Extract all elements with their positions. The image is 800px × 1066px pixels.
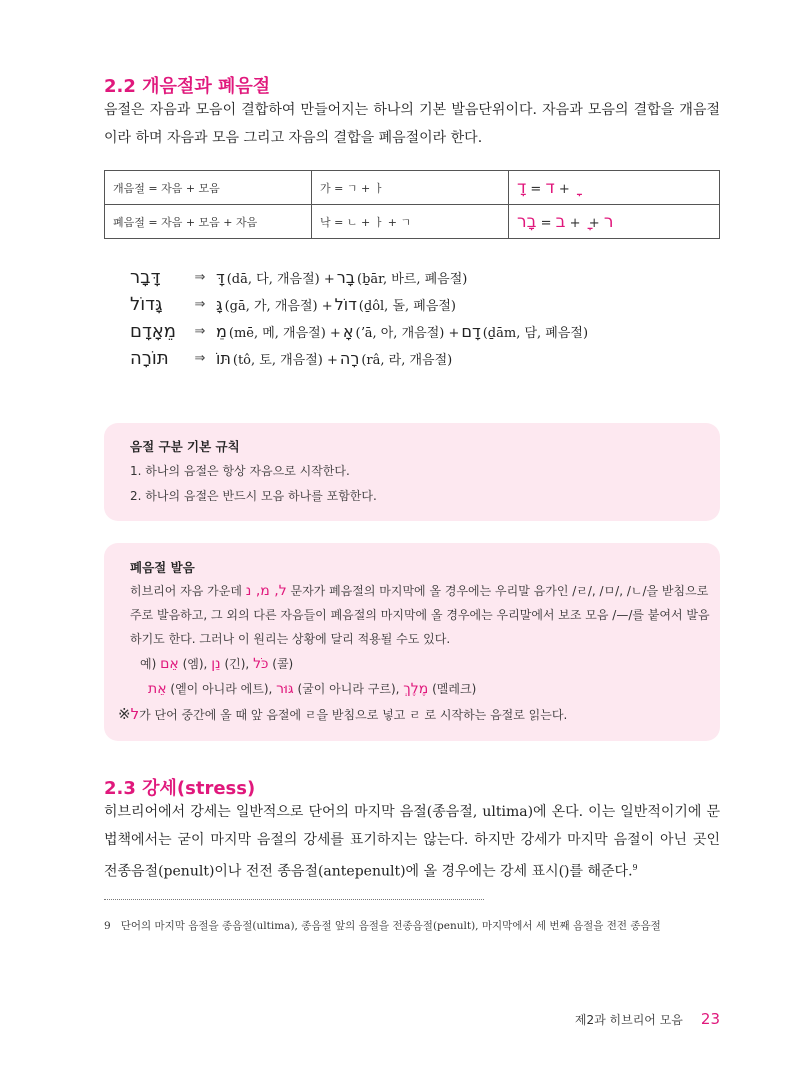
hebrew-example: כֹּל (253, 656, 269, 672)
closed-syllable-korean: 낙 = ㄴ + ㅏ + ㄱ (312, 205, 509, 239)
hebrew-result: דָ (517, 177, 527, 198)
transliteration: (dā, 다, 개음절) + (226, 272, 335, 287)
example-reading: (굴이 아니라 구르), (297, 682, 400, 696)
transliteration: (ḇār, 바르, 폐음절) (357, 272, 468, 287)
note-line (118, 705, 567, 723)
hebrew-syllable: תּוֹ (216, 349, 231, 368)
example-line-2 (148, 680, 476, 697)
table-row-open-syllable (105, 171, 720, 205)
hebrew-result: בָר (517, 211, 537, 232)
syllable-table (104, 170, 720, 239)
rule-item: 2. 하나의 음절은 반드시 모음 하나를 포함한다. (130, 489, 377, 503)
footnote-divider (104, 899, 484, 900)
basic-rules-title: 음절 구분 기본 규칙 (130, 439, 240, 454)
footnote-text: 단어의 마지막 음절을 종음절(ultima), 종음절 앞의 음절을 전종음절(penult), 마지막에서 세 번째 음절을 전전 종음절 (120, 920, 661, 932)
footnote-number: 9 (104, 920, 111, 932)
example-row (130, 291, 730, 318)
hebrew-letters: ל, מ, נ (245, 583, 287, 599)
hebrew-example: אֵם (160, 656, 179, 672)
closed-syllable-hebrew (509, 205, 720, 239)
hebrew-word: תּוֹרָה (130, 348, 169, 369)
footnote (104, 918, 720, 933)
rule-item: 1. 하나의 음절은 항상 자음으로 시작한다. (130, 464, 350, 478)
example-row (130, 345, 730, 372)
transliteration: (ḏôl, 돌, 폐음절) (358, 299, 457, 314)
hebrew-example: גּוּר (276, 681, 294, 697)
open-syllable-hebrew (509, 171, 720, 205)
hebrew-example: מֶלֶךְ (403, 681, 429, 697)
example-row (130, 318, 730, 345)
closed-syllable-label: 폐음절 = 자음 + 모음 + 자음 (105, 205, 312, 239)
table-row-closed-syllable (105, 205, 720, 239)
example-row (130, 264, 730, 291)
example-reading: (멜레크) (432, 682, 477, 696)
hebrew-syllable: גָּ (216, 295, 223, 314)
open-syllable-label: 개음절 = 자음 + 모음 (105, 171, 312, 205)
transliteration: (ḏām, 담, 폐음절) (482, 326, 589, 341)
transliteration: (mē, 메, 개음절) + (228, 326, 341, 341)
hebrew-syllable: אָ (342, 322, 354, 341)
arrow-icon: ⇒ (194, 324, 206, 339)
section-2-2-paragraph: 음절은 자음과 모음이 결합하여 만들어지는 하나의 기본 발음단위이다. 자음과 모음의 결합을 개음절이라 하며 자음과 모음 그리고 자음의 결합을 폐음절이라 한다. (104, 102, 720, 146)
basic-rules-box (104, 423, 720, 521)
hebrew-syllable: דָם (461, 322, 481, 341)
example-reading: (긴), (224, 657, 250, 671)
plus-sign: + (588, 215, 600, 231)
example-line-1 (140, 655, 293, 672)
transliteration: (gā, 가, 개음절) + (224, 299, 333, 314)
footnote-ref: 9 (632, 863, 638, 872)
hebrew-word: מֵאָדָם (130, 321, 177, 342)
transliteration: (ʼā, 아, 개음절) + (355, 326, 460, 341)
example-reading: (콜) (272, 657, 294, 671)
arrow-icon: ⇒ (194, 351, 206, 366)
arrow-icon: ⇒ (194, 270, 206, 285)
pronunciation-paragraph (130, 579, 710, 651)
hebrew-consonant: ר (603, 211, 614, 232)
hebrew-lamed: ל (130, 705, 140, 723)
arrow-icon: ⇒ (194, 297, 206, 312)
section-title-2-2: 2.2 개음절과 폐음절 (104, 76, 271, 97)
hebrew-word: דָּבָר (130, 267, 161, 288)
paragraph-text: 히브리어에서 강세는 일반적으로 단어의 마지막 음절(종음절, ultima)에 온다. 이는 일반적이기에 문법책에서는 굳이 마지막 음절의 강세를 표기하지는 않는다. 하지만 강세가 마지막 음절이 아닌 곳인 전종음절(penult)이나 전전 종음절(antepenult)에 올 경우에는 강세 표시(ֹ)를 해준다. (104, 804, 720, 880)
plus-sign: + (558, 181, 570, 197)
page-footer (560, 1010, 720, 1028)
section-title-2-3: 2.3 강세(stress) (104, 778, 256, 799)
closed-syllable-pronunciation-box (104, 543, 720, 741)
hebrew-syllable: בָר (336, 268, 356, 287)
plus-sign: + (569, 215, 581, 231)
example-reading: (엠), (182, 657, 208, 671)
hebrew-syllable: דוֹל (334, 295, 357, 314)
hebrew-example: אֵת (148, 681, 167, 697)
hebrew-word: גָּדוֹל (130, 294, 163, 315)
example-reading: (엩이 아니라 에트), (170, 682, 273, 696)
section-2-3-paragraph (104, 798, 720, 886)
note-mark-icon: ※ (118, 705, 131, 723)
syllable-examples (130, 264, 730, 372)
transliteration: (râ, 라, 개음절) (361, 353, 453, 368)
hebrew-syllable: רָה (339, 349, 360, 368)
hebrew-syllable: מֵ (216, 322, 227, 341)
transliteration: (tô, 토, 개음절) + (232, 353, 338, 368)
example-prefix: 예) (140, 657, 157, 671)
equals-sign: = (540, 215, 552, 231)
open-syllable-korean: 가 = ㄱ + ㅏ (312, 171, 509, 205)
hebrew-consonant: ד (545, 177, 555, 198)
hebrew-example: נֵן (211, 656, 221, 672)
chapter-title: 제2과 히브리어 모음 (574, 1013, 683, 1027)
pronunciation-title: 폐음절 발음 (130, 560, 195, 575)
note-text: 가 단어 중간에 올 때 앞 음절에 ㄹ을 받침으로 넣고 ㄹ 로 시작하는 음절로 읽는다. (139, 708, 568, 722)
equals-sign: = (530, 181, 542, 197)
paragraph-text: 히브리어 자음 가운데 (130, 584, 242, 598)
hebrew-syllable: דָּ (216, 268, 225, 287)
page-number: 23 (700, 1010, 720, 1028)
paragraph-text: 문자가 폐음절의 마지막에 올 경우에는 우리말 음가인 /ㄹ/, /ㅁ/, /ㄴ/을 받침으로 주로 발음하고, 그 외의 다른 자음들이 폐음절의 마지막에 올 경우에는 우리말에서 보조 모음 /—/를 붙여서 발음하기도 한다. 그러나 이 원리는 상황에 달리 적용될 수도 있다. (130, 584, 710, 646)
hebrew-consonant: ב (555, 211, 566, 232)
